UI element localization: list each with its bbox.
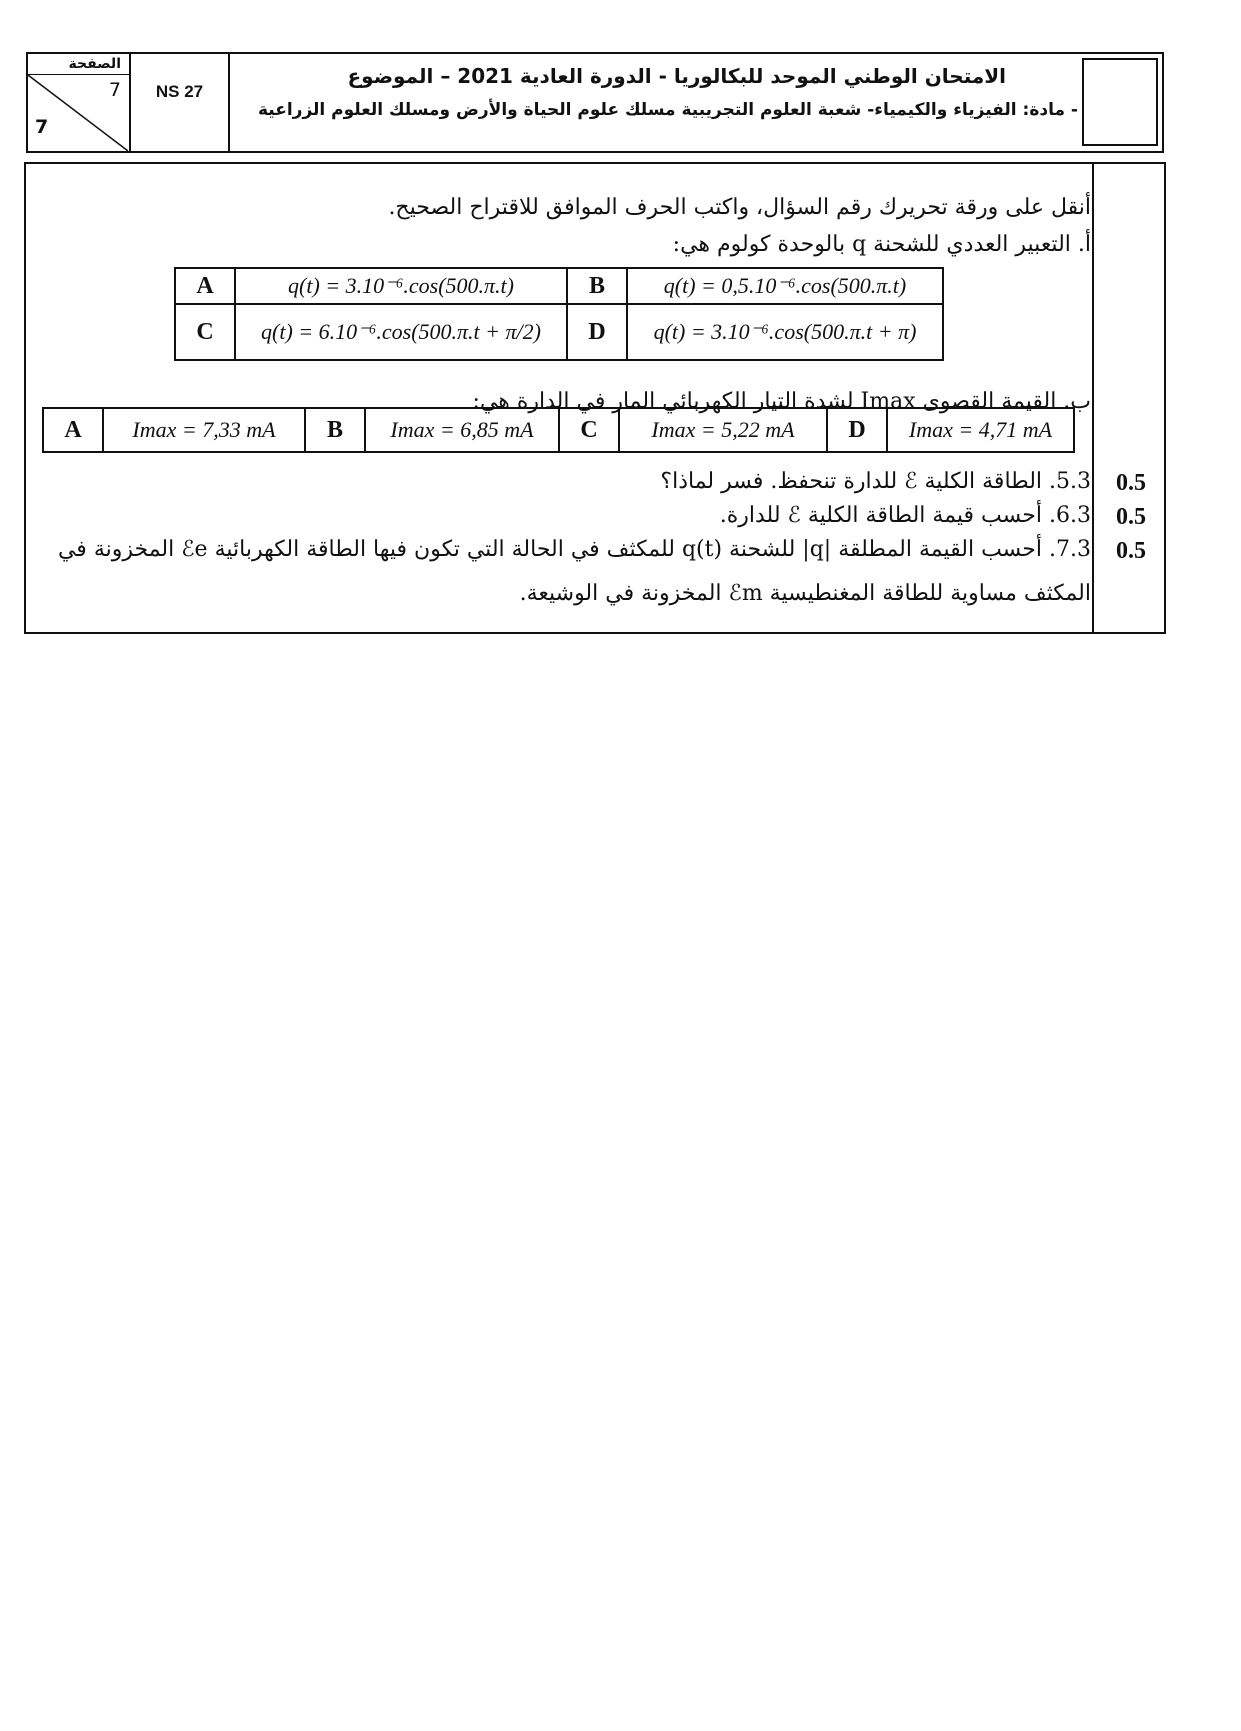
choice-letter: B [305,408,365,452]
choice-expression: Imax = 7,33 mA [103,408,305,452]
points-5-3: 0.5 [1116,470,1146,496]
choice-letter: C [559,408,619,452]
page-number: 7 [108,79,121,101]
question-7-3-line1: 7.3. أحسب القيمة المطلقة |q| للشحنة q(t) للمكثف في الحالة التي تكون فيها الطاقة الكهربائية ℰe المخزونة في [57,537,1091,562]
page-label: الصفحة [28,54,129,75]
choice-letter: D [567,304,627,360]
points-6-3: 0.5 [1116,504,1146,530]
table-row [175,304,943,360]
choice-letter: D [827,408,887,452]
table-row [43,408,1074,452]
points-column-divider [1092,162,1094,634]
question-7-3-line2: المكثف مساوية للطاقة المغنطيسية ℰm المخزونة في الوشيعة. [519,581,1091,606]
choice-letter: C [175,304,235,360]
header-empty-box [1082,58,1158,146]
instruction-text: أنقل على ورقة تحريرك رقم السؤال، واكتب الحرف الموافق للاقتراح الصحيح. [388,195,1091,220]
question-b: ب. القيمة القصوى Imax لشدة التيار الكهربائي المار في الدارة هي: [472,389,1091,414]
choice-expression: q(t) = 3.10⁻⁶.cos(500.π.t + π) [627,304,943,360]
exam-title: الامتحان الوطني الموحد للبكالوريا - الدورة العادية 2021 – الموضوع [347,64,1006,88]
choice-letter: A [43,408,103,452]
choice-expression: Imax = 6,85 mA [365,408,559,452]
question-5-3: 5.3. الطاقة الكلية ℰ للدارة تنحفظ. فسر لماذا؟ [660,469,1091,494]
points-7-3: 0.5 [1116,538,1146,564]
choices-table-a [174,267,944,361]
choice-expression: q(t) = 0,5.10⁻⁶.cos(500.π.t) [627,268,943,304]
table-row [175,268,943,304]
choice-letter: B [567,268,627,304]
page-total: 7 [35,116,49,138]
question-a: أ. التعبير العددي للشحنة q بالوحدة كولوم هي: [672,232,1091,257]
choice-expression: q(t) = 6.10⁻⁶.cos(500.π.t + π/2) [235,304,567,360]
exam-code: NS 27 [131,54,230,151]
choices-table-b [42,407,1075,453]
choice-expression: Imax = 5,22 mA [619,408,827,452]
exam-header [26,52,1164,153]
exam-title-block [230,54,1092,151]
question-6-3: 6.3. أحسب قيمة الطاقة الكلية ℰ للدارة. [719,503,1091,528]
choice-expression: Imax = 4,71 mA [887,408,1074,452]
choice-letter: A [175,268,235,304]
exam-subject: - مادة: الفيزياء والكيمياء- شعبة العلوم التجريبية مسلك علوم الحياة والأرض ومسلك العلوم الزراعية [257,100,1078,120]
choice-expression: q(t) = 3.10⁻⁶.cos(500.π.t) [235,268,567,304]
